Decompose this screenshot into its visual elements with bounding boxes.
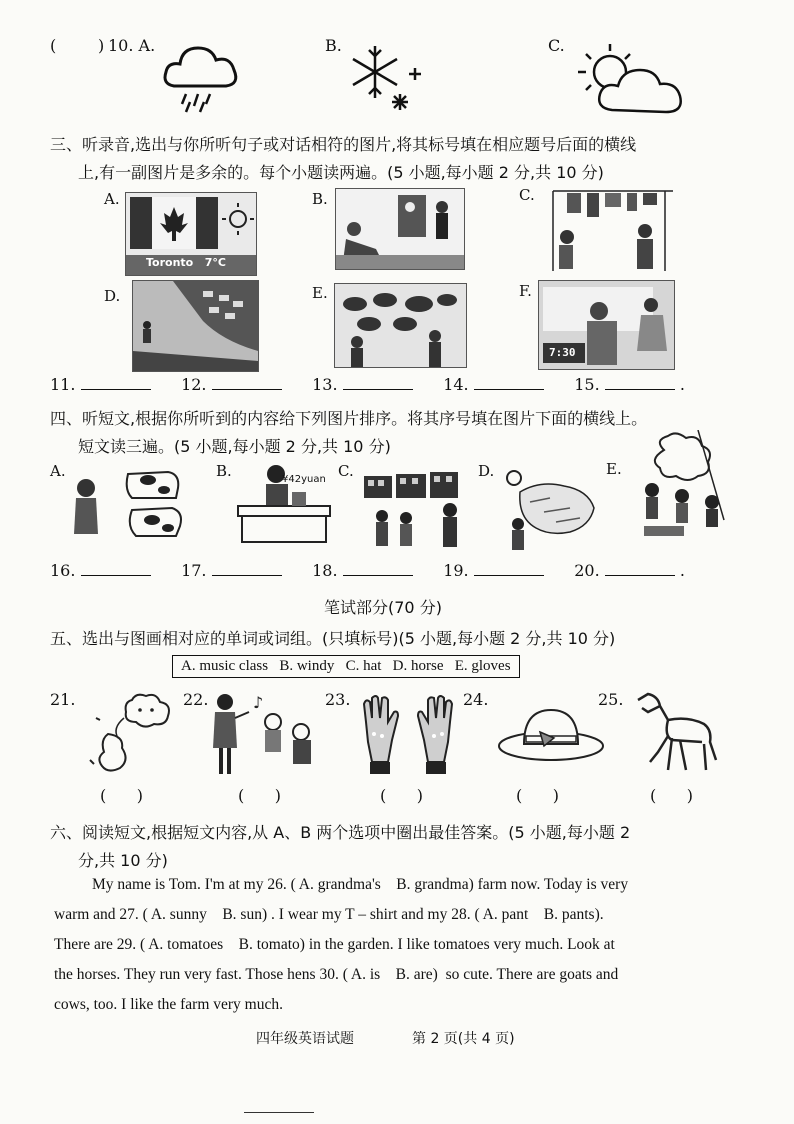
footer-page-number: 第 2 页(共 4 页) <box>412 1031 515 1047</box>
item-23-answer-paren[interactable]: ( ) <box>380 786 423 805</box>
section3-title-line2: 上,有一副图片是多余的。每个小题读两遍。(5 小题,每小题 2 分,共 10 分) <box>78 163 604 182</box>
s4-end-dot: . <box>679 561 685 580</box>
wake-up-time-picture <box>538 280 675 370</box>
s4-option-e: E. <box>606 460 622 478</box>
s4-blank-16-label: 16. <box>50 561 76 580</box>
reading-passage-line3: There are 29. ( A. tomatoes B. tomato) in the garden. I like tomatoes very much. Look at <box>54 936 615 953</box>
museum-display-picture <box>358 466 473 550</box>
s4-blank-17-label: 17. <box>181 561 207 580</box>
reading-passage-line5: cows, too. I like the farm very much. <box>54 996 283 1013</box>
item-21-answer-paren[interactable]: ( ) <box>100 786 143 805</box>
s3-blank-14[interactable] <box>474 375 544 390</box>
s3-option-d: D. <box>104 287 121 305</box>
hat-icon <box>496 702 606 766</box>
gloves-icon <box>358 692 458 778</box>
s4-blank-19[interactable] <box>474 561 544 576</box>
s3-end-dot: . <box>679 375 685 394</box>
s4-blank-18[interactable] <box>343 561 413 576</box>
s4-option-a: A. <box>50 462 66 480</box>
item-23-label: 23. <box>325 690 351 709</box>
word-choice-box: A. music class B. windy C. hat D. horse E. gloves <box>172 655 520 678</box>
cloud-rain-icon <box>160 38 242 114</box>
s4-blank-17[interactable] <box>212 561 282 576</box>
wind-icon <box>78 690 178 778</box>
s3-option-c: C. <box>519 186 535 204</box>
clock-time-label: 7:30 <box>549 346 576 359</box>
s3-blank-11[interactable] <box>81 375 151 390</box>
s4-blank-18-label: 18. <box>312 561 338 580</box>
s4-blank-20[interactable] <box>605 561 675 576</box>
clothes-line-picture <box>545 185 675 271</box>
s3-blank-13-label: 13. <box>312 375 338 394</box>
s3-blank-15[interactable] <box>605 375 675 390</box>
item-24-answer-paren[interactable]: ( ) <box>516 786 559 805</box>
section4-title-line2: 短文读三遍。(5 小题,每小题 2 分,共 10 分) <box>78 437 391 456</box>
s3-option-a: A. <box>104 190 120 208</box>
shop-counter-picture <box>234 462 334 546</box>
picnic-under-tree-picture <box>624 430 744 548</box>
sun-behind-cloud-icon <box>572 40 692 118</box>
snowflake-icon <box>345 40 425 112</box>
city-view-picture <box>132 280 259 372</box>
s3-option-e: E. <box>312 284 328 302</box>
s3-option-b: B. <box>312 190 328 208</box>
item-24-label: 24. <box>463 690 489 709</box>
q10-paren-open: ( <box>50 36 57 55</box>
section6-title-line2: 分,共 10 分) <box>78 851 168 870</box>
footer-subject: 四年级英语试题 <box>256 1031 354 1047</box>
section6-title-line1: 六、阅读短文,根据短文内容,从 A、B 两个选项中圈出最佳答案。(5 小题,每小题 2 <box>50 823 631 842</box>
item-25-answer-paren[interactable]: ( ) <box>650 786 693 805</box>
s4-option-d: D. <box>478 462 495 480</box>
farm-animals-picture <box>334 283 467 368</box>
s4-option-b: B. <box>216 462 232 480</box>
item-22-answer-paren[interactable]: ( ) <box>238 786 281 805</box>
q10-label: 10. A. <box>108 36 156 55</box>
canada-flag-weather-picture <box>125 192 257 276</box>
item-22-label: 22. <box>183 690 209 709</box>
s3-blank-12-label: 12. <box>181 375 207 394</box>
s4-blank-19-label: 19. <box>443 561 469 580</box>
reading-passage-line4: the horses. They run very fast. Those hens 30. ( A. is B. are) so cute. There are goats and <box>54 966 619 983</box>
reading-passage-line2: warm and 27. ( A. sunny B. sun) . I wear my T – shirt and my 28. ( A. pant B. pants). <box>54 906 604 923</box>
q10-option-c: C. <box>548 36 565 55</box>
s3-answer-row <box>50 375 750 394</box>
footer-divider <box>244 1112 314 1113</box>
item-25-label: 25. <box>598 690 624 709</box>
q10-option-b: B. <box>325 36 342 55</box>
written-part-heading: 笔试部分(70 分) <box>324 598 442 617</box>
s4-answer-row <box>50 561 750 580</box>
reading-passage-line1: My name is Tom. I'm at my 26. ( A. grandma's B. grandma) farm now. Today is very <box>92 876 629 893</box>
q10-paren-close: ) <box>98 36 105 55</box>
item-21-label: 21. <box>50 690 76 709</box>
s4-option-c: C. <box>338 462 354 480</box>
s3-blank-14-label: 14. <box>443 375 469 394</box>
tv-show-picture <box>335 188 465 270</box>
section4-title-line1: 四、听短文,根据你所听到的内容给下列图片排序。将其序号填在图片下面的横线上。 <box>50 409 648 428</box>
price-label: ¥42yuan <box>282 474 326 485</box>
section5-title: 五、选出与图画相对应的单词或词组。(只填标号)(5 小题,每小题 2 分,共 10 分) <box>50 629 616 648</box>
horse-icon <box>628 690 718 780</box>
s4-blank-20-label: 20. <box>574 561 600 580</box>
girl-with-cows-picture <box>68 462 193 546</box>
s3-blank-12[interactable] <box>212 375 282 390</box>
music-class-icon <box>205 688 325 780</box>
section3-title-line1: 三、听录音,选出与你所听句子或对话相符的图片,将其标号填在相应题号后面的横线 <box>50 135 637 154</box>
toronto-temperature-caption: Toronto 7°C <box>146 256 226 269</box>
map-china-picture <box>500 462 600 552</box>
s3-blank-13[interactable] <box>343 375 413 390</box>
svg-text:♪: ♪ <box>253 693 264 712</box>
s3-blank-15-label: 15. <box>574 375 600 394</box>
s3-blank-11-label: 11. <box>50 375 76 394</box>
s3-option-f: F. <box>519 282 532 300</box>
s4-blank-16[interactable] <box>81 561 151 576</box>
